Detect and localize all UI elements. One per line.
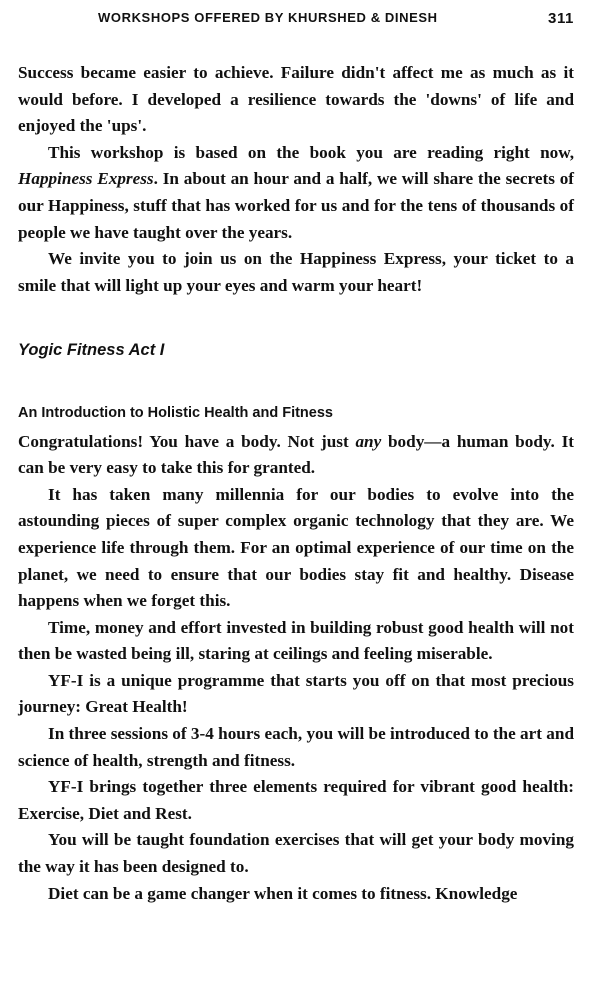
section-paragraph-6: YF-I brings together three elements required for vibrant good health: Exercise, Diet and Rest. (18, 777, 574, 823)
section-subheading: An Introduction to Holistic Health and Fitness (18, 404, 333, 421)
running-header (18, 10, 574, 38)
section-paragraph-1-text-a: Congratulations! You have a body. Not just (18, 431, 356, 451)
book-title-emphasis: Happiness Express (18, 169, 154, 189)
intro-paragraph-1: Success became easier to achieve. Failure didn't affect me as much as it would before. I developed a resilience towards the 'downs' of life and enjoyed the 'ups'. (18, 63, 574, 136)
section-paragraph-2: It has taken many millennia for our bodies to evolve into the astounding pieces of super complex organic technology that they are. We experience life through them. For an optimal experience of our time on the planet, we need to ensure that our bodies stay fit and healthy. Disease happens when we forget this. (18, 484, 574, 611)
section-paragraph-4: YF-I is a unique programme that starts you off on that most precious journey: Great Health! (18, 670, 574, 717)
section-paragraph-8: Diet can be a game changer when it comes to fitness. Knowledge (48, 883, 518, 903)
section-heading: Yogic Fitness Act I (18, 341, 165, 360)
page-number: 311 (548, 10, 574, 27)
section-paragraph-3: Time, money and effort invested in building robust good health will not then be wasted being ill, staring at ceilings and feeling miserable. (18, 617, 574, 664)
section-paragraph-1-text-b: body—a human body. It can be very easy to take this for granted. (18, 431, 574, 478)
running-title: WORKSHOPS OFFERED BY KHURSHED & DINESH (98, 10, 438, 25)
intro-paragraph-2-text-b: . In about an hour and a half, we will share the secrets of our Happiness, stuff that has worked for us and for the tens of thousands of people we have taught over the years. (18, 169, 575, 242)
section-paragraph-1 (18, 429, 574, 482)
section-paragraph-5: In three sessions of 3-4 hours each, you will be introduced to the art and science of health, strength and fitness. (18, 724, 574, 770)
section-paragraph-7: You will be taught foundation exercises that will get your body moving the way it has been designed to. (18, 830, 574, 877)
any-emphasis: any (355, 431, 382, 451)
page-body (18, 60, 574, 907)
intro-paragraph-2 (18, 140, 574, 246)
intro-paragraph-2-text-a: This workshop is based on the book you are reading right now, (48, 142, 574, 162)
intro-paragraph-3: We invite you to join us on the Happiness Express, your ticket to a smile that will light up your eyes and warm your heart! (18, 249, 574, 295)
